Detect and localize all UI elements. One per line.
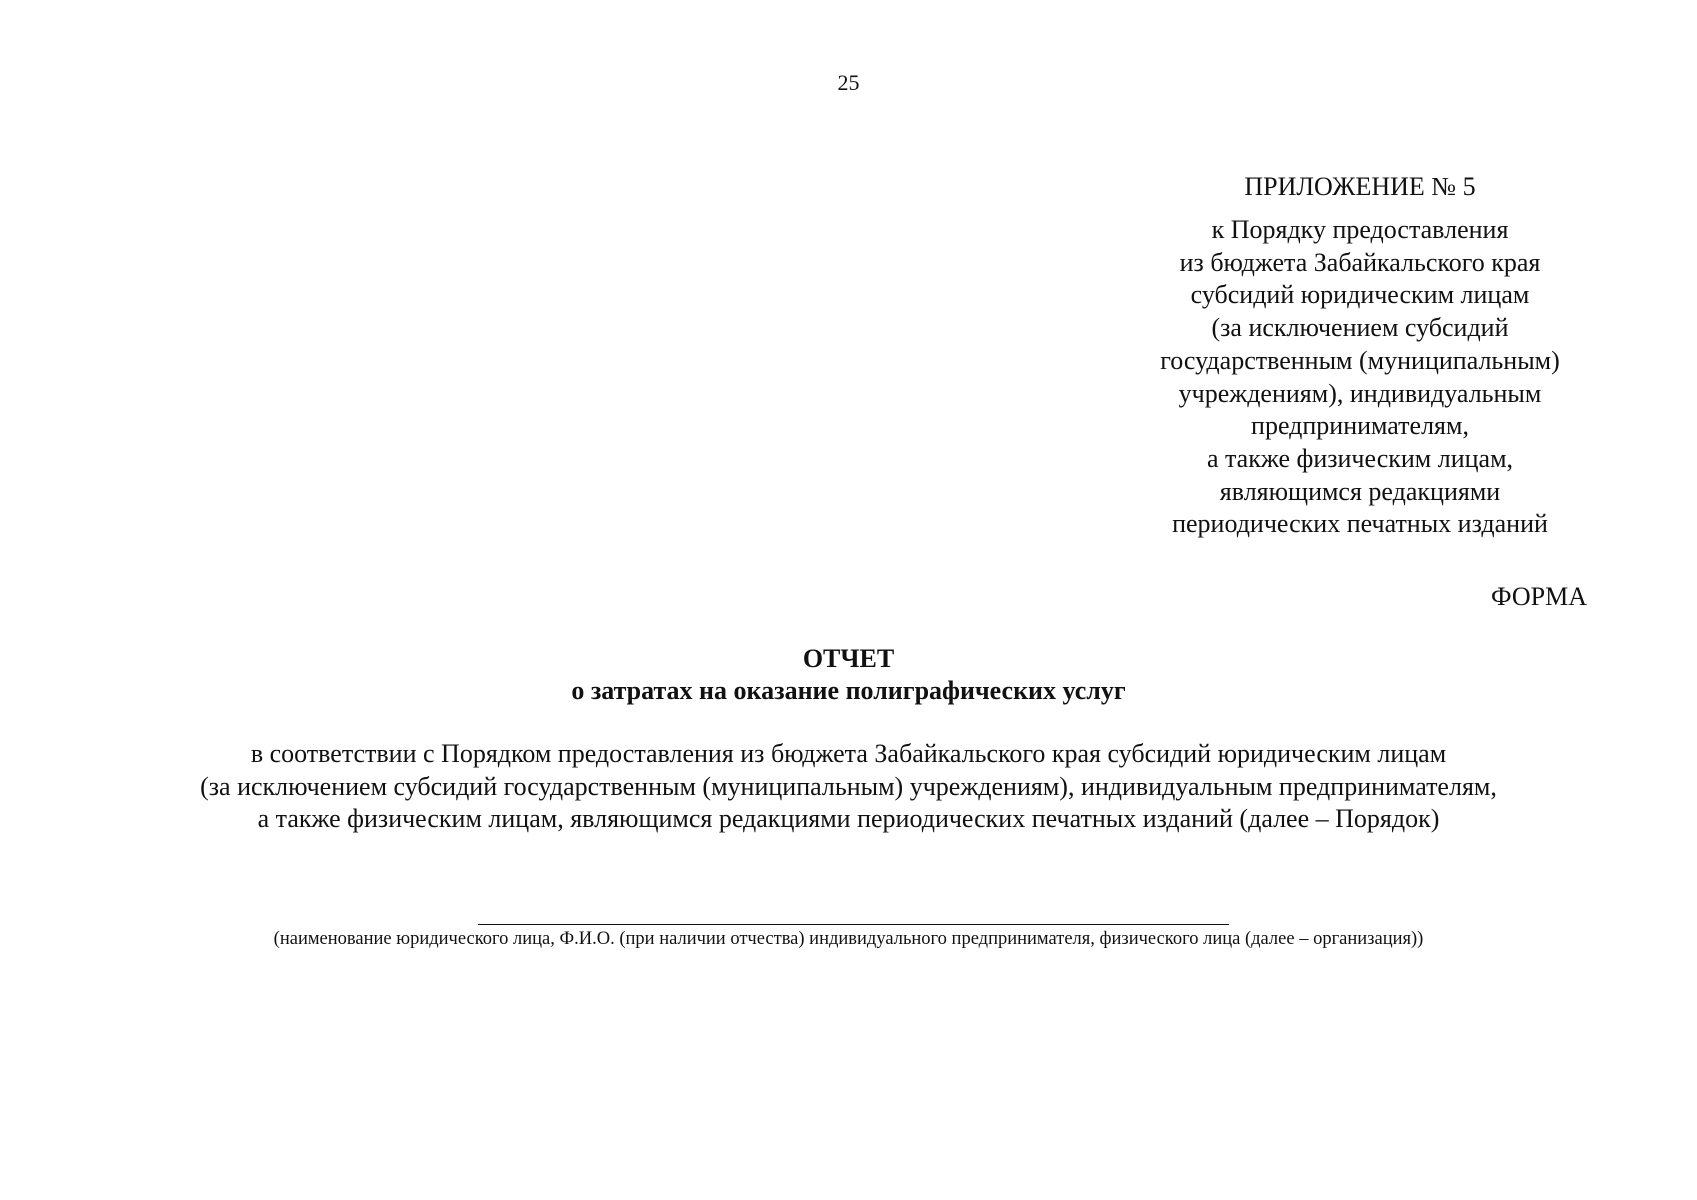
form-label: ФОРМА <box>1491 582 1587 611</box>
appendix-title: ПРИЛОЖЕНИЕ № 5 <box>1244 172 1476 201</box>
report-basis-line: а также физическим лицам, являющимся редакциями периодических печатных изданий (далее – Порядок) <box>257 804 1440 833</box>
report-heading <box>0 643 1697 707</box>
appendix-description <box>1100 214 1620 541</box>
appendix-line: учреждениям), индивидуальным <box>1178 378 1542 408</box>
report-subtitle: о затратах на оказание полиграфических услуг <box>571 676 1126 705</box>
appendix-line: к Порядку предоставления <box>1211 215 1509 244</box>
organization-name-caption: (наименование юридического лица, Ф.И.О. (при наличии отчества) индивидуального предпринимателя, физического лица (далее – организация)) <box>273 929 1424 949</box>
organization-name-fill-line <box>478 924 1229 925</box>
appendix-line: являющимся редакциями <box>1219 476 1501 506</box>
appendix-line: периодических печатных изданий <box>1172 509 1548 539</box>
report-title: ОТЧЕТ <box>802 644 895 673</box>
appendix-line: государственным (муниципальным) <box>1160 345 1560 375</box>
appendix-line: из бюджета Забайкальского края <box>1179 247 1541 277</box>
appendix-block <box>1100 170 1620 541</box>
appendix-line: а также физическим лицам, <box>1206 443 1514 473</box>
page-number: 25 <box>837 70 860 95</box>
appendix-line: субсидий юридическим лицам <box>1190 280 1530 310</box>
report-basis <box>0 738 1697 836</box>
report-basis-line: в соответствии с Порядком предоставления из бюджета Забайкальского края субсидий юридическим лицам <box>250 739 1447 768</box>
appendix-line: (за исключением субсидий <box>1211 313 1509 343</box>
report-basis-line: (за исключением субсидий государственным (муниципальным) учреждениям), индивидуальным предпринимателям, <box>200 771 1497 801</box>
appendix-line: предпринимателям, <box>1251 411 1469 441</box>
